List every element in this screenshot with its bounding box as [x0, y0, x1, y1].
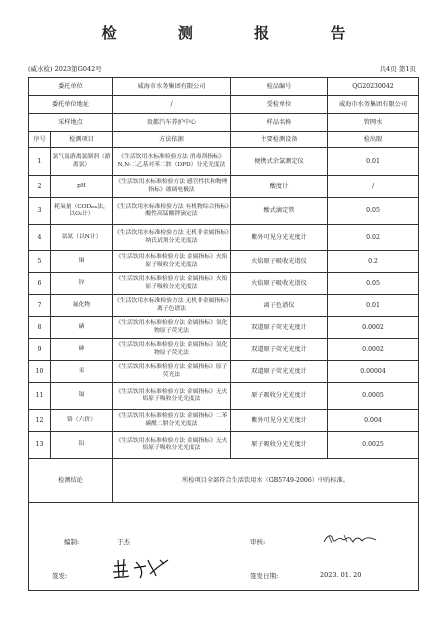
info-value: / — [113, 96, 231, 114]
row-number: 12 — [29, 410, 51, 432]
row-number: 9 — [29, 339, 51, 361]
info-value: 贵都汽车养护中心 — [113, 114, 231, 132]
info-value: QG20230042 — [328, 78, 419, 96]
report-table — [28, 77, 419, 591]
header-cell: 主要检测设备 — [231, 132, 328, 148]
row-limit: 0.0025 — [328, 432, 419, 459]
report-title: 检 测 报 告 — [101, 24, 374, 42]
table-row — [29, 361, 419, 383]
row-item: 铬（六价） — [51, 410, 113, 432]
row-device: 火焰原子吸收光谱仪 — [231, 273, 328, 295]
row-number: 7 — [29, 295, 51, 317]
table-row — [29, 225, 419, 251]
row-method: 《生活饮用水标准检验方法 金属指标》氢化物原子荧光法 — [113, 317, 231, 339]
reviewer-signature — [320, 530, 380, 548]
row-limit: 0.01 — [328, 295, 419, 317]
row-limit: / — [328, 176, 419, 198]
row-method: 《生活饮用水标准检验方法 金属指标》无火焰原子吸收分光光度法 — [113, 383, 231, 410]
row-device: 双道原子荧光光度计 — [231, 317, 328, 339]
table-row — [29, 251, 419, 273]
row-number: 6 — [29, 273, 51, 295]
editor-label: 编制: — [64, 538, 80, 546]
row-number: 11 — [29, 383, 51, 410]
conclusion-row — [29, 459, 419, 503]
editor-name: 于杰 — [117, 538, 130, 546]
info-value: 管网水 — [328, 114, 419, 132]
row-limit: 0.02 — [328, 225, 419, 251]
header-cell: 方法依据 — [113, 132, 231, 148]
row-limit: 0.0002 — [328, 339, 419, 361]
info-label: 样品名称 — [231, 114, 328, 132]
row-method: 《生活饮用水标准检验方法 金属指标》火焰原子吸收分光光度法 — [113, 273, 231, 295]
row-method: 《生活饮用水标准检验方法 无机非金属指标》离子色谱法 — [113, 295, 231, 317]
table-row — [29, 148, 419, 176]
row-item: 铜 — [51, 251, 113, 273]
info-row — [29, 96, 419, 114]
row-method: 《生活饮用水标准检验方法 无机非金属指标》纳氏试剂分光光度法 — [113, 225, 231, 251]
row-device: 火焰原子吸收光谱仪 — [231, 251, 328, 273]
info-label: 委托单位 — [29, 78, 113, 96]
sign-date-label: 签发日期: — [250, 572, 279, 580]
table-row — [29, 176, 419, 198]
row-device: 便携式余氯测定仪 — [231, 148, 328, 176]
row-method: 《生活饮用水标准检验方法 金属指标》原子荧光法 — [113, 361, 231, 383]
row-device: 双道原子荧光光度计 — [231, 361, 328, 383]
row-limit: 0.05 — [328, 198, 419, 225]
info-value: 威海市水务集团有限公司 — [113, 78, 231, 96]
row-item: 氨氮（以N计） — [51, 225, 113, 251]
row-device: 双道原子荧光光度计 — [231, 339, 328, 361]
row-device: 离子色谱仪 — [231, 295, 328, 317]
row-limit: 0.2 — [328, 251, 419, 273]
table-row — [29, 295, 419, 317]
info-label: 采样地点 — [29, 114, 113, 132]
row-limit: 0.0002 — [328, 317, 419, 339]
row-limit: 0.0005 — [328, 383, 419, 410]
row-method: 《生活饮用水标准检验方法 感官性状和物理指标》玻璃电极法 — [113, 176, 231, 198]
row-device: 酸度计 — [231, 176, 328, 198]
row-limit: 0.05 — [328, 273, 419, 295]
report-number: (威水检) 2023第G042号 — [28, 65, 102, 73]
row-method: 《生活饮用水标准检验方法 金属指标》氢化物原子荧光法 — [113, 339, 231, 361]
info-row — [29, 114, 419, 132]
row-item: 氟化物 — [51, 295, 113, 317]
row-number: 5 — [29, 251, 51, 273]
row-number: 2 — [29, 176, 51, 198]
row-item: 汞 — [51, 361, 113, 383]
row-number: 3 — [29, 198, 51, 225]
row-method: 《生活饮用水标准检验方法 金属指标》无火焰原子吸收分光光度法 — [113, 432, 231, 459]
row-method: 《生活饮用水标准检验方法 金属指标》二苯碳酰二肼分光光度法 — [113, 410, 231, 432]
row-number: 13 — [29, 432, 51, 459]
row-device: 原子吸收分光光度计 — [231, 432, 328, 459]
row-item: pH — [51, 176, 113, 198]
table-row — [29, 410, 419, 432]
table-row — [29, 198, 419, 225]
row-method: 《生活饮用水标准检验方法 有机物综合指标》酸性高锰酸钾滴定法 — [113, 198, 231, 225]
row-item: 耗氧量（CODₘₙ法，以O₂计） — [51, 198, 113, 225]
row-item: 铅 — [51, 432, 113, 459]
table-header-row — [29, 132, 419, 148]
reviewer-label: 审核: — [250, 538, 266, 546]
signer-signature — [110, 554, 172, 582]
header-cell: 序号 — [29, 132, 51, 148]
info-value: 威海市水务集团有限公司 — [328, 96, 419, 114]
signer-label: 签发: — [52, 572, 68, 580]
header-cell: 检出限 — [328, 132, 419, 148]
row-device: 原子吸收分光光度计 — [231, 383, 328, 410]
row-method: 《生活饮用水标准检验方法 消毒剂指标》N,N-二乙基对苯二胺（DPD）分光光度法 — [113, 148, 231, 176]
table-row — [29, 339, 419, 361]
sign-date: 2023. 01. 20 — [320, 571, 362, 579]
row-number: 4 — [29, 225, 51, 251]
row-limit: 0.004 — [328, 410, 419, 432]
info-label: 受检单位 — [231, 96, 328, 114]
row-item: 镉 — [51, 383, 113, 410]
row-device: 紫外可见分光光度计 — [231, 410, 328, 432]
row-number: 8 — [29, 317, 51, 339]
table-row — [29, 273, 419, 295]
info-row — [29, 78, 419, 96]
row-limit: 0.00004 — [328, 361, 419, 383]
table-row — [29, 317, 419, 339]
row-item: 砷 — [51, 339, 113, 361]
row-device: 酸式滴定管 — [231, 198, 328, 225]
row-item: 锌 — [51, 273, 113, 295]
table-row — [29, 383, 419, 410]
row-item: 硒 — [51, 317, 113, 339]
table-row — [29, 432, 419, 459]
conclusion-label: 检测结论 — [29, 459, 113, 503]
header-cell: 检测项目 — [51, 132, 113, 148]
row-item: 氯气及游离氯制剂（游离氯） — [51, 148, 113, 176]
row-limit: 0.01 — [328, 148, 419, 176]
row-number: 10 — [29, 361, 51, 383]
row-number: 1 — [29, 148, 51, 176]
info-label: 检品编号 — [231, 78, 328, 96]
row-device: 紫外可见分光光度计 — [231, 225, 328, 251]
conclusion-text: 所检项目全部符合生活饮用水（GB5749-2006）中的标准。 — [113, 459, 419, 503]
page-info: 共4页 第1页 — [379, 65, 416, 73]
row-method: 《生活饮用水标准检验方法 金属指标》火焰原子吸收分光光度法 — [113, 251, 231, 273]
info-label: 委托单位地址 — [29, 96, 113, 114]
